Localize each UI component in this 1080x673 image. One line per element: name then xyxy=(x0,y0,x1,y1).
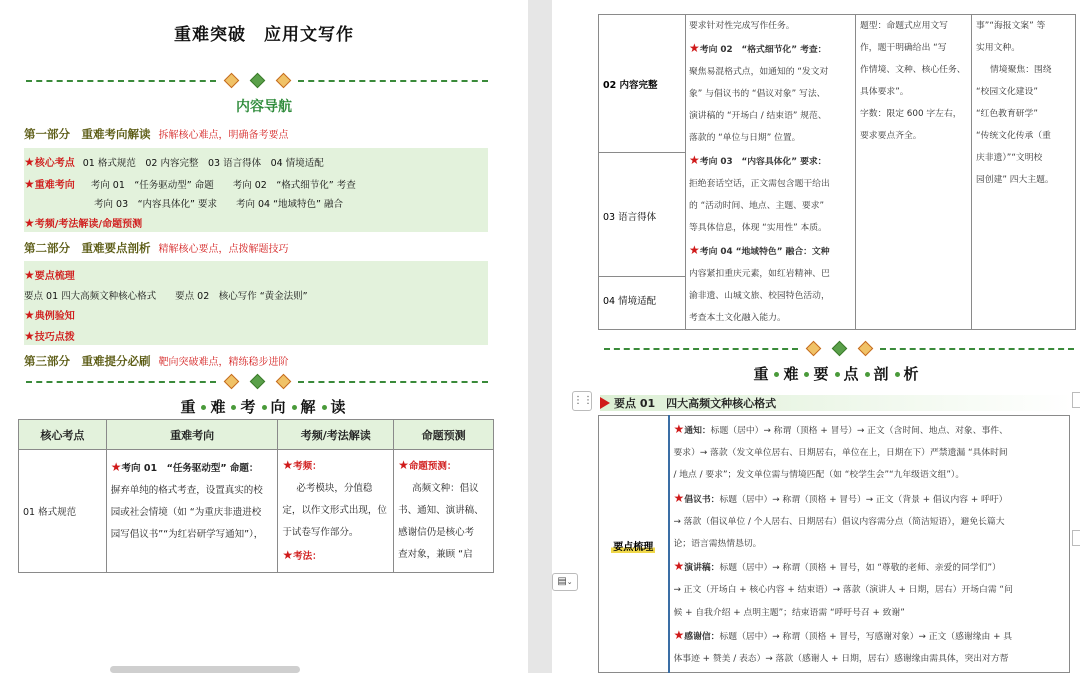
star-icon: ★ xyxy=(24,329,35,343)
table-cell: ★命题预测： 高频文种：倡议 书、通知、演讲稿、 感谢信仍是核心考 查对象，兼顾 “启 xyxy=(394,450,494,573)
left-page xyxy=(0,0,528,673)
star-icon: ★ xyxy=(673,490,685,505)
list-item: ★重难考向 考向 01 “任务驱动型” 命题 考向 02 “格式细节化” 考查 xyxy=(24,177,356,191)
list-item: ★要点梳理 xyxy=(24,268,75,282)
row-label: 03 语言得体 xyxy=(599,153,685,277)
star-icon: ★ xyxy=(398,458,409,472)
table-cell: 要求针对性完成写作任务。 ★考向 02 “格式细节化” 考查： 聚焦易混格式点，如通知的 “发文对 象” 与倡议书的 “倡议对象” 写法、 演讲稿的 “开场白 / 结束语” 规范、 落款的 “单位与日期” 位置。 ★考向 03 “内容具体化” 要求： 拒绝套话空话，正文需包含题干给出 的 “活动时间、地点、主题、要求” 等具体信息，体现 “实用性” 本质。 ★考向 04 “地域特色” 融合：文种 内容紧扣重庆元素，如红岩精神、巴 渝非遗、山城文旅、校园特色活动， 考查本土文化融入能力。 xyxy=(686,15,856,330)
table-cell: ★考频： 必考模块，分值稳 定，以作文形式出现，位 于试卷写作部分。 ★考法： xyxy=(278,450,394,573)
list-item: 考向 03 “内容具体化” 要求 考向 04 “地域特色” 融合 xyxy=(94,199,343,210)
diamond-divider-icon xyxy=(604,343,1074,355)
drag-handle-icon[interactable]: ⋮⋮ xyxy=(572,391,592,411)
scrollbar[interactable] xyxy=(110,666,300,673)
star-icon: ★ xyxy=(24,216,35,230)
star-icon: ★ xyxy=(24,177,35,191)
table-cell: ★考向 01 “任务驱动型” 命题： 摒弃单纯的格式考查，设置真实的校 园或社会情境（如 “为重庆非遗进校 园写倡议书”“为红岩研学写通知”）， xyxy=(106,450,278,573)
layout-icon[interactable]: ▤⌄ xyxy=(552,573,578,591)
star-icon: ★ xyxy=(282,548,294,562)
part2-title: 第二部分 重难要点剖析 精解核心要点，点拨解题技巧 xyxy=(24,241,289,255)
star-icon: ★ xyxy=(689,243,700,257)
format-table xyxy=(598,415,1070,673)
star-icon: ★ xyxy=(673,559,685,574)
table-header: 考频/考法解读 xyxy=(278,420,394,450)
table-header: 命题预测 xyxy=(394,420,494,450)
star-icon: ★ xyxy=(24,155,35,169)
list-item: ★技巧点拨 xyxy=(24,329,75,343)
list-item: ★考频/考法解读/命题预测 xyxy=(24,216,143,230)
row-label: 02 内容完整 xyxy=(599,15,685,153)
diamond-divider-icon xyxy=(26,376,488,388)
star-icon: ★ xyxy=(689,41,700,55)
list-item: 要点 01 四大高频文种核心格式 要点 02 核心写作 “黄金法则” xyxy=(24,291,308,302)
star-icon: ★ xyxy=(673,627,685,642)
part3-title: 第三部分 重难提分必刷 靶向突破难点，精练稳步进阶 xyxy=(24,354,289,368)
exam-table-continued xyxy=(598,14,1076,330)
table-cell: 事”“海报文案” 等 实用文种。 情境聚焦：围绕 “校园文化建设” “红色教育研学” “传统文化传承（重 庆非遗）”“文明校 园创建” 四大主题。 xyxy=(972,15,1076,330)
star-icon: ★ xyxy=(689,153,700,167)
right-page xyxy=(552,0,1080,673)
part1-box xyxy=(24,148,488,232)
scroll-marker[interactable] xyxy=(1072,530,1080,546)
star-icon: ★ xyxy=(282,458,294,472)
row-label: 要点梳理 xyxy=(613,541,654,553)
part1-title: 第一部分 重难考向解读 拆解核心难点，明确备考要点 xyxy=(24,127,289,141)
star-icon: ★ xyxy=(110,460,122,474)
diamond-divider-icon xyxy=(26,75,488,87)
nav-heading: 内容导航 xyxy=(236,99,292,115)
list-item: ★典例验知 xyxy=(24,308,75,322)
table-cell: ★通知：标题（居中）→ 称谓（顶格 + 冒号）→ 正文（含时间、地点、对象、事件、 要求）→ 落款（发文单位居右、日期居右，单位在上，日期在下）严禁遗漏 “具体时间 / 地点 / 要求”；发文单位需与情境匹配（如 “校学生会”“九年级语文组”）。 ★倡议书：标题（居中）→ 称谓（顶格 + 冒号）→ 正文（背景 + 倡议内容 + 呼吁） → 落款（倡议单位 / 个人居右、日期居右）倡议内容需分点（简洁短语），避免长篇大 论；语言需热情恳切。 ★演讲稿：标题（居中）→ 称谓（顶格 + 冒号，如 “尊敬的老师、亲爱的同学们”） → 正文（开场白 + 核心内容 + 结束语）→ 落款（演讲人 + 日期，居右）开场白需 “问 候 + 自我介绍 + 点明主题”；结束语需 “呼吁号召 + 致谢” ★感谢信：标题（居中）→ 称谓（顶格 + 冒号，写感谢对象）→ 正文（感谢缘由 + 具 体事迹 + 赞美 / 表态）→ 落款（感谢人 + 日期，居右）感谢缘由需具体，突出对方帮 xyxy=(669,416,1070,673)
chevron-down-icon: ⌄ xyxy=(566,578,573,586)
section-heading: 重 难 考 向 解 读 xyxy=(180,398,348,416)
row-label: 01 格式规范 xyxy=(19,450,107,573)
scroll-marker[interactable] xyxy=(1072,392,1080,408)
row-label: 04 情境适配 xyxy=(603,296,657,307)
exam-table xyxy=(18,419,494,573)
point-title: 要点 01 四大高频文种核心格式 xyxy=(600,395,1072,411)
star-icon: ★ xyxy=(24,308,35,322)
table-header: 重难考向 xyxy=(106,420,278,450)
page-title: 重难突破 应用文写作 xyxy=(174,25,354,45)
table-cell xyxy=(599,416,669,673)
arrow-icon xyxy=(600,397,610,409)
part2-box xyxy=(24,261,488,345)
table-cell: 题型：命题式应用文写 作，题干明确给出 “写 作情境、文种、核心任务、 具体要求”。 字数：限定 600 字左右， 要求要点齐全。 xyxy=(856,15,972,330)
list-item: ★核心考点 01 格式规范 02 内容完整 03 语言得体 04 情境适配 xyxy=(24,155,324,169)
page-gap xyxy=(528,0,552,673)
star-icon: ★ xyxy=(24,268,35,282)
star-icon: ★ xyxy=(673,422,685,436)
row-labels xyxy=(599,15,686,330)
table-header: 核心考点 xyxy=(19,420,107,450)
section-heading: 重 难 要 点 剖 析 xyxy=(753,365,921,383)
